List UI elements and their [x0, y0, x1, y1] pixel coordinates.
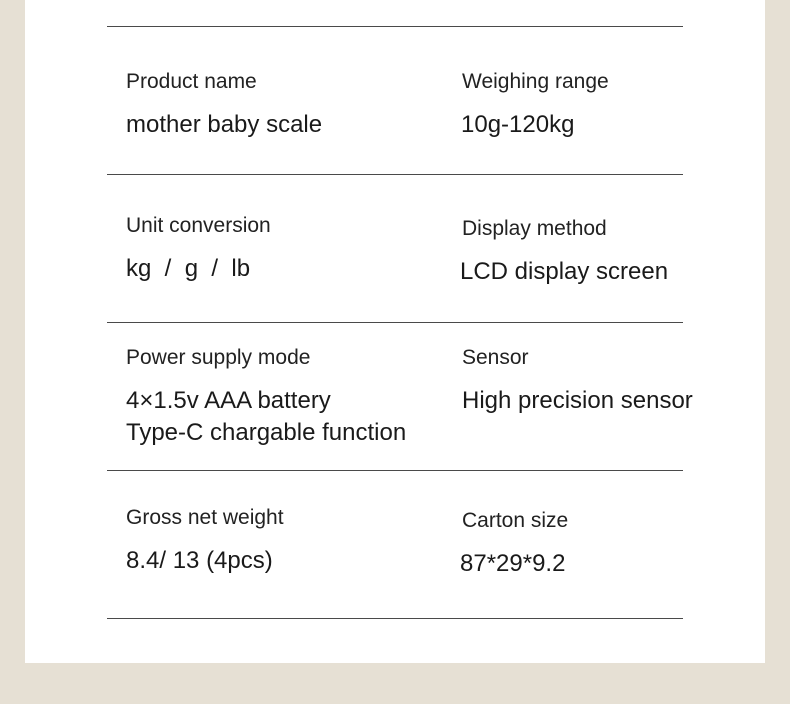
divider — [107, 470, 683, 471]
spec-value: 4×1.5v AAA battery — [126, 387, 331, 414]
divider — [107, 174, 683, 175]
spec-label: Weighing range — [462, 70, 609, 93]
spec-label: Power supply mode — [126, 346, 311, 369]
spec-label: Unit conversion — [126, 214, 271, 237]
divider — [107, 26, 683, 27]
spec-card — [25, 0, 765, 663]
spec-value: 8.4/ 13 (4pcs) — [126, 547, 273, 574]
spec-value-line2: Type-C chargable function — [126, 419, 407, 446]
spec-value: High precision sensor — [462, 387, 693, 414]
spec-value: mother baby scale — [126, 111, 323, 138]
spec-value: LCD display screen — [460, 258, 669, 285]
spec-value: 87*29*9.2 — [460, 550, 566, 577]
spec-value: kg / g / lb — [126, 255, 251, 282]
divider — [107, 322, 683, 323]
spec-label: Sensor — [462, 346, 529, 369]
divider — [107, 618, 683, 619]
spec-label: Gross net weight — [126, 506, 284, 529]
spec-value: 10g-120kg — [461, 111, 575, 138]
spec-label: Carton size — [462, 509, 569, 532]
spec-label: Product name — [126, 70, 257, 93]
spec-label: Display method — [462, 217, 607, 240]
